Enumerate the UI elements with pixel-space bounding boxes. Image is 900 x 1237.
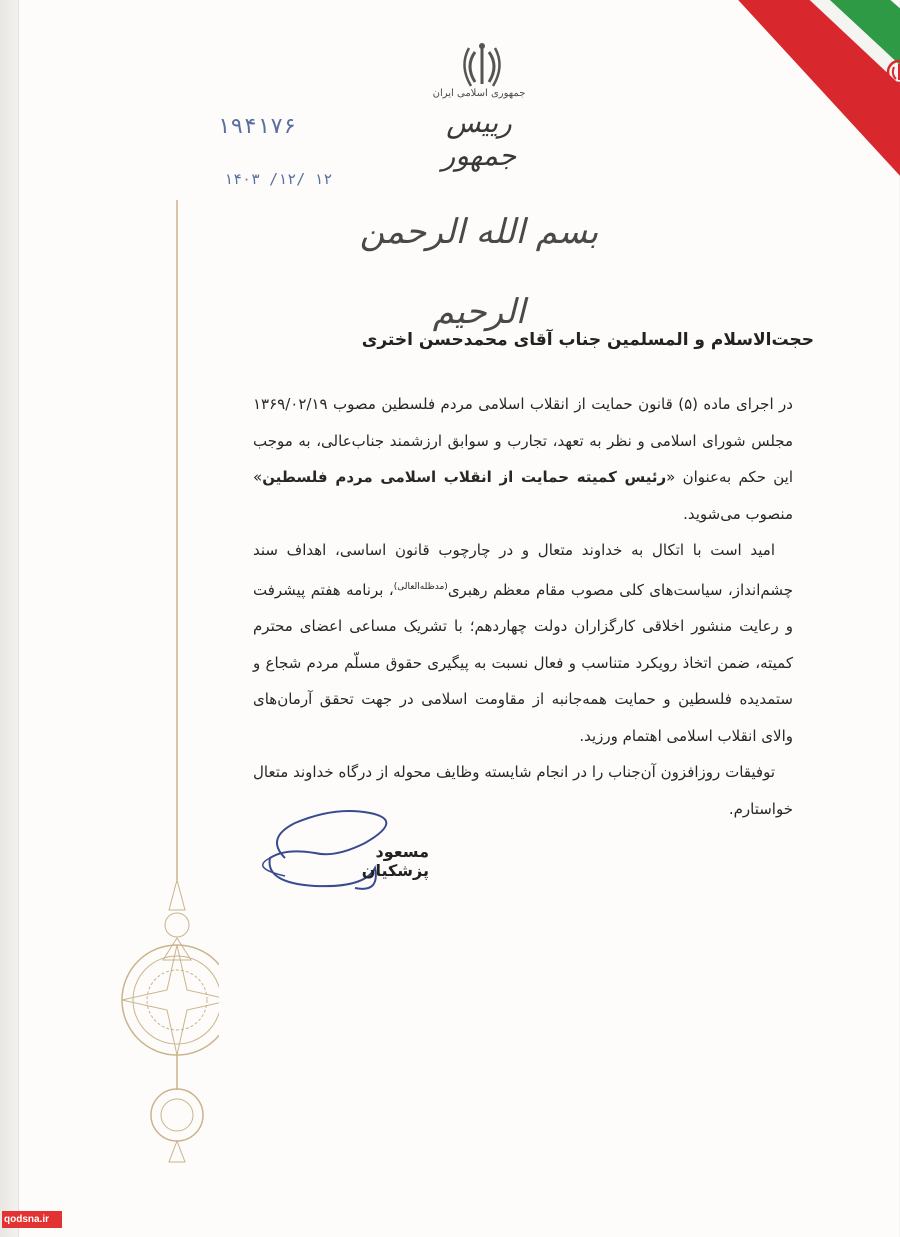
appointment-title: رئیس کمیته حمایت از انقلاب اسلامی مردم فلسطین (262, 468, 667, 486)
emblem-icon (457, 40, 507, 90)
paragraph-closing: توفیقات روزافزون آن‌جناب را در انجام شایسته وظایف محوله از درگاه خداوند متعال خواستارم. (253, 763, 793, 818)
letter-number: ۱۹۴۱۷۶ (217, 114, 297, 139)
state-name: جمهوری اسلامی ایران (432, 88, 526, 99)
flag-ribbon (619, 0, 900, 250)
office-title: رییس جمهور (441, 106, 517, 172)
letter-date: ۱۴۰۳ /۱۲/ ۱۲ (224, 170, 333, 188)
paragraph-appointment: در اجرای ماده (۵) قانون حمایت از انقلاب اسلامی مردم فلسطین مصوب ۱۳۶۹/۰۲/۱۹ مجلس شورای اسلامی و نظر به تعهد، تجارب و سوابق ارزشمند جناب‌عالی، به موجب این حکم به‌عنوان «رئیس کمیته حمایت از انقلاب اسلامی مردم فلسطین» منصوب می‌شوید. (253, 395, 793, 523)
ornament-decoration (69, 190, 219, 1170)
bismillah-calligraphy: بسم الله الرحمن الرحیم (359, 212, 599, 332)
addressee: حجت‌الاسلام و المسلمین جناب آقای محمدحسن اختری (361, 330, 814, 350)
watermark-badge: qodsna.ir (2, 1211, 62, 1228)
paragraph-mandate: امید است با اتکال به خداوند متعال و در چارچوب قانون اساسی، اهداف سند چشم‌انداز، سیاست‌های کلی مصوب مقام معظم رهبری$^{(مدظله‌العالی)}$، برنامه هفتم پیشرفت و رعایت منشور اخلاقی کارگزاران دولت چهاردهم؛ با تشریک مساعی اعضای محترم کمیته، ضمن اتخاذ رویکرد متناسب و فعال نسبت به پیگیری حقوق مسلّم مردم شجاع و ستمدیده فلسطین و حمایت همه‌جانبه از مقاومت اسلامی در جهت تحقق آرمان‌های والای انقلاب اسلامی اهتمام ورزید. (253, 541, 793, 745)
page-edge (0, 0, 18, 1237)
letter-body (253, 386, 793, 827)
letter-paper (18, 0, 899, 1237)
honorific: (مدظله‌العالی) (393, 581, 448, 592)
signatory-name: مسعود پزشکیان (361, 842, 429, 880)
